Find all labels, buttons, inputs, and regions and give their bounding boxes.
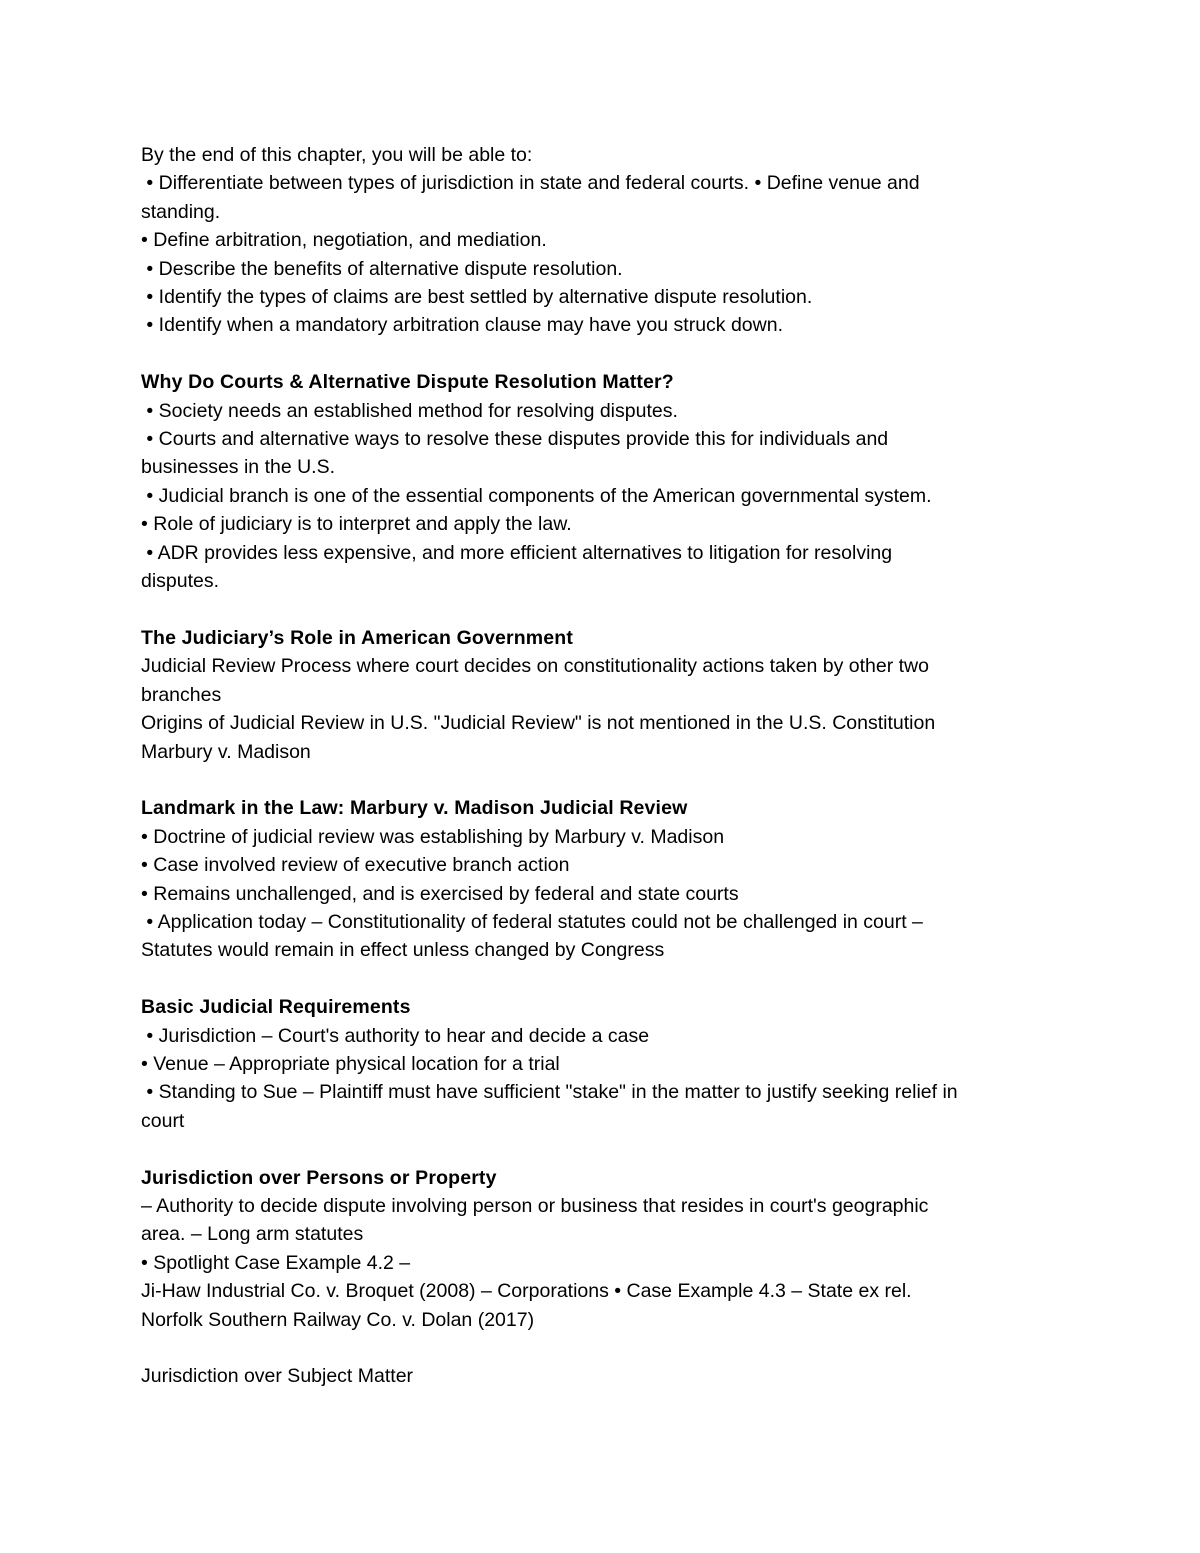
section-heading: Jurisdiction over Persons or Property <box>141 1166 497 1189</box>
intro-line: standing. <box>141 200 221 223</box>
intro-line: • Identify when a mandatory arbitration clause may have you struck down. <box>141 314 783 337</box>
section-line: • Case involved review of executive branch action <box>141 854 570 877</box>
section-line: businesses in the U.S. <box>141 456 336 479</box>
section-line: area. – Long arm statutes <box>141 1223 364 1246</box>
section-heading: The Judiciary’s Role in American Government <box>141 626 573 649</box>
section-line: Origins of Judicial Review in U.S. "Judicial Review" is not mentioned in the U.S. Constitution <box>141 712 936 735</box>
section-line: Ji-Haw Industrial Co. v. Broquet (2008) – Corporations • Case Example 4.3 – State ex rel. <box>141 1280 912 1303</box>
section-heading: Landmark in the Law: Marbury v. Madison Judicial Review <box>141 797 688 820</box>
section-line: • Doctrine of judicial review was establishing by Marbury v. Madison <box>141 825 725 848</box>
section-gap <box>141 1334 1061 1362</box>
section-marbury-madison <box>141 794 1061 964</box>
section-line: • Jurisdiction – Court's authority to hear and decide a case <box>141 1024 650 1047</box>
section-line: Judicial Review Process where court decides on constitutionality actions taken by other two <box>141 655 929 678</box>
section-line: branches <box>141 683 222 706</box>
section-jurisdiction-persons-property <box>141 1164 1061 1334</box>
section-line: • Venue – Appropriate physical location for a trial <box>141 1052 560 1075</box>
section-line: • Courts and alternative ways to resolve these disputes provide this for individuals and <box>141 428 889 451</box>
section-gap <box>141 1135 1061 1163</box>
section-line: • Remains unchallenged, and is exercised by federal and state courts <box>141 882 739 905</box>
section-gap <box>141 595 1061 623</box>
section-line: • Judicial branch is one of the essential components of the American governmental system. <box>141 484 932 507</box>
section-why-courts-matter <box>141 368 1061 595</box>
section-judiciary-role <box>141 624 1061 766</box>
section-line: • Spotlight Case Example 4.2 – <box>141 1251 411 1274</box>
intro-line: By the end of this chapter, you will be able to: <box>141 144 533 166</box>
section-basic-judicial-requirements <box>141 993 1061 1135</box>
document-page <box>141 141 1061 1391</box>
intro-block <box>141 141 1061 340</box>
intro-line: • Differentiate between types of jurisdiction in state and federal courts. • Define venue and <box>141 172 920 195</box>
section-line: • Application today – Constitutionality of federal statutes could not be challenged in court – <box>141 910 923 933</box>
section-line: – Authority to decide dispute involving person or business that resides in court's geographic <box>141 1194 929 1217</box>
section-heading: Why Do Courts & Alternative Dispute Resolution Matter? <box>141 371 674 394</box>
section-gap <box>141 340 1061 368</box>
section-line: disputes. <box>141 570 220 593</box>
section-gap <box>141 766 1061 794</box>
section-line: Statutes would remain in effect unless changed by Congress <box>141 939 665 962</box>
section-line: • Standing to Sue – Plaintiff must have sufficient "stake" in the matter to justify seeking relief in <box>141 1081 958 1104</box>
intro-line: • Identify the types of claims are best settled by alternative dispute resolution. <box>141 286 813 309</box>
intro-line: • Define arbitration, negotiation, and mediation. <box>141 229 547 252</box>
section-line: • ADR provides less expensive, and more efficient alternatives to litigation for resolving <box>141 541 893 564</box>
section-line: • Role of judiciary is to interpret and apply the law. <box>141 513 572 536</box>
section-line: court <box>141 1109 185 1132</box>
intro-line: • Describe the benefits of alternative dispute resolution. <box>141 257 623 280</box>
section-line: • Society needs an established method for resolving disputes. <box>141 399 678 422</box>
section-heading: Basic Judicial Requirements <box>141 996 411 1019</box>
footer-line-subject-matter: Jurisdiction over Subject Matter <box>141 1365 414 1388</box>
section-line: Marbury v. Madison <box>141 740 311 763</box>
section-gap <box>141 965 1061 993</box>
section-line: Norfolk Southern Railway Co. v. Dolan (2017) <box>141 1308 535 1331</box>
